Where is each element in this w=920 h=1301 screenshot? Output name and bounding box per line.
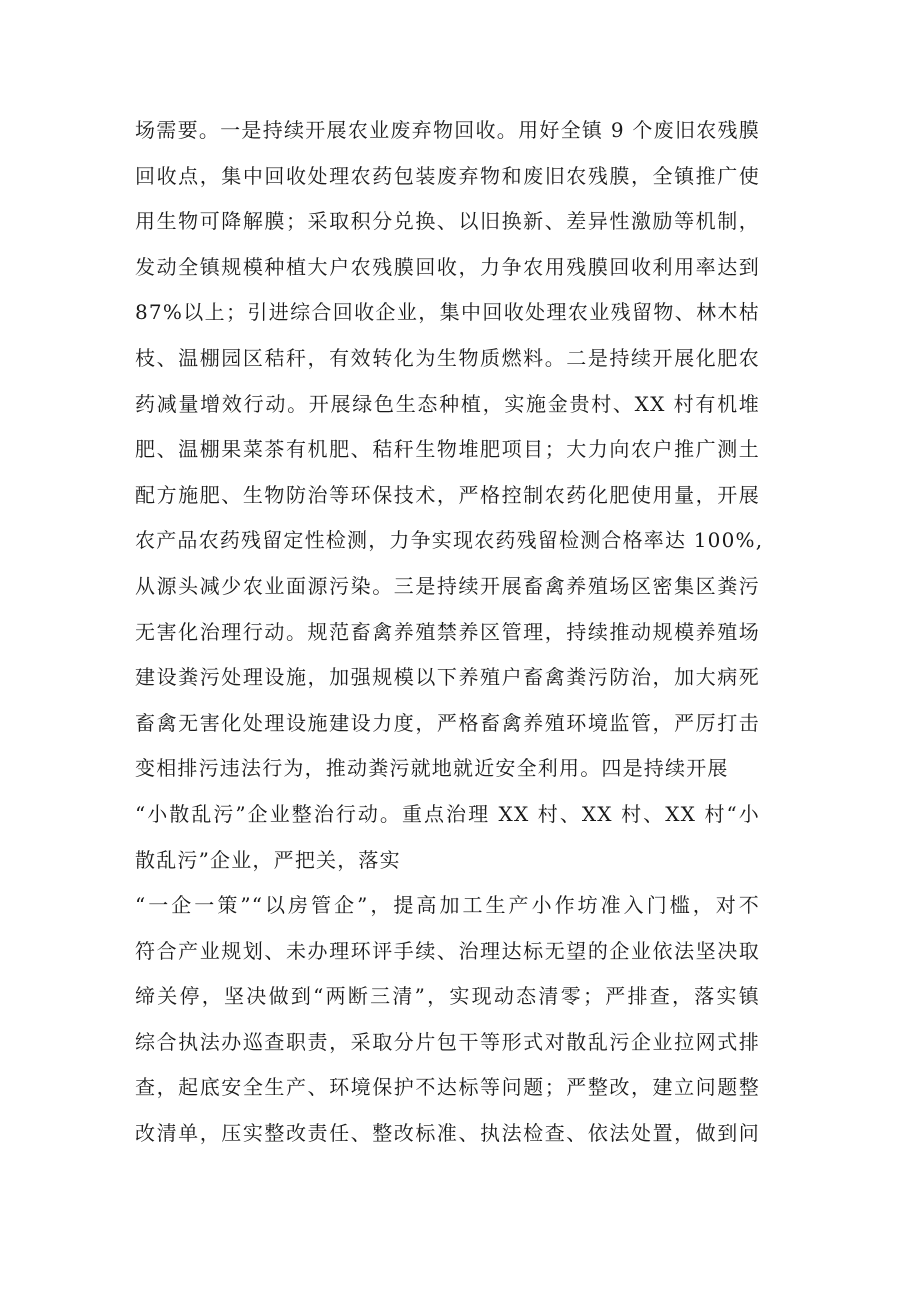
text-line: 肥、温棚果菜茶有机肥、秸秆生物堆肥项目；大力向农户推广测土 [135, 437, 760, 462]
text-line: 散乱污”企业，严把关，落实 [135, 847, 401, 872]
body-paragraph [135, 108, 775, 1157]
text-line: 从源头减少农业面源污染。三是持续开展畜禽养殖场区密集区粪污 [135, 573, 760, 598]
text-line: 畜禽无害化处理设施建设力度，严格畜禽养殖环境监管，严厉打击 [135, 710, 760, 735]
text-line: 综合执法办巡查职责，采取分片包干等形式对散乱污企业拉网式排 [135, 1029, 760, 1054]
text-line: 场需要。一是持续开展农业废弃物回收。用好全镇 9 个废旧农残膜 [135, 118, 760, 142]
text-line: 符合产业规划、未办理环评手续、治理达标无望的企业依法坚决取 [135, 938, 760, 963]
text-line: 建设粪污处理设施，加强规模以下养殖户畜禽粪污防治，加大病死 [135, 665, 760, 690]
text-line: 变相排污违法行为，推动粪污就地就近安全利用。四是持续开展 [135, 756, 729, 781]
text-line: 配方施肥、生物防治等环保技术，严格控制农药化肥使用量，开展 [135, 482, 760, 507]
text-line: 查，起底安全生产、环境保护不达标等问题；严整改，建立问题整 [135, 1075, 760, 1100]
text-line: 无害化治理行动。规范畜禽养殖禁养区管理，持续推动规模养殖场 [135, 619, 760, 644]
text-line: “小散乱污”企业整治行动。重点治理 XX 村、XX 村、XX 村“小 [135, 801, 760, 826]
text-line: 用生物可降解膜；采取积分兑换、以旧换新、差异性激励等机制， [135, 209, 760, 234]
text-line: “一企一策”“以房管企”，提高加工生产小作坊准入门槛，对不 [135, 893, 760, 918]
text-line: 缔关停，坚决做到“两断三清”，实现动态清零；严排查，落实镇 [135, 984, 760, 1009]
text-line: 发动全镇规模种植大户农残膜回收，力争农用残膜回收利用率达到 [135, 254, 760, 279]
text-line: 回收点，集中回收处理农药包装废弃物和废旧农残膜，全镇推广使 [135, 163, 760, 188]
text-line: 枝、温棚园区秸秆，有效转化为生物质燃料。二是持续开展化肥农 [135, 345, 760, 370]
text-line: 87%以上；引进综合回收企业，集中回收处理农业残留物、林木枯 [135, 300, 760, 325]
text-line: 药减量增效行动。开展绿色生态种植，实施金贵村、XX 村有机堆 [135, 391, 760, 416]
text-line: 改清单，压实整改责任、整改标准、执法检查、依法处置，做到问 [135, 1121, 760, 1146]
text-line: 农产品农药残留定性检测，力争实现农药残留检测合格率达 100%, [135, 528, 764, 553]
